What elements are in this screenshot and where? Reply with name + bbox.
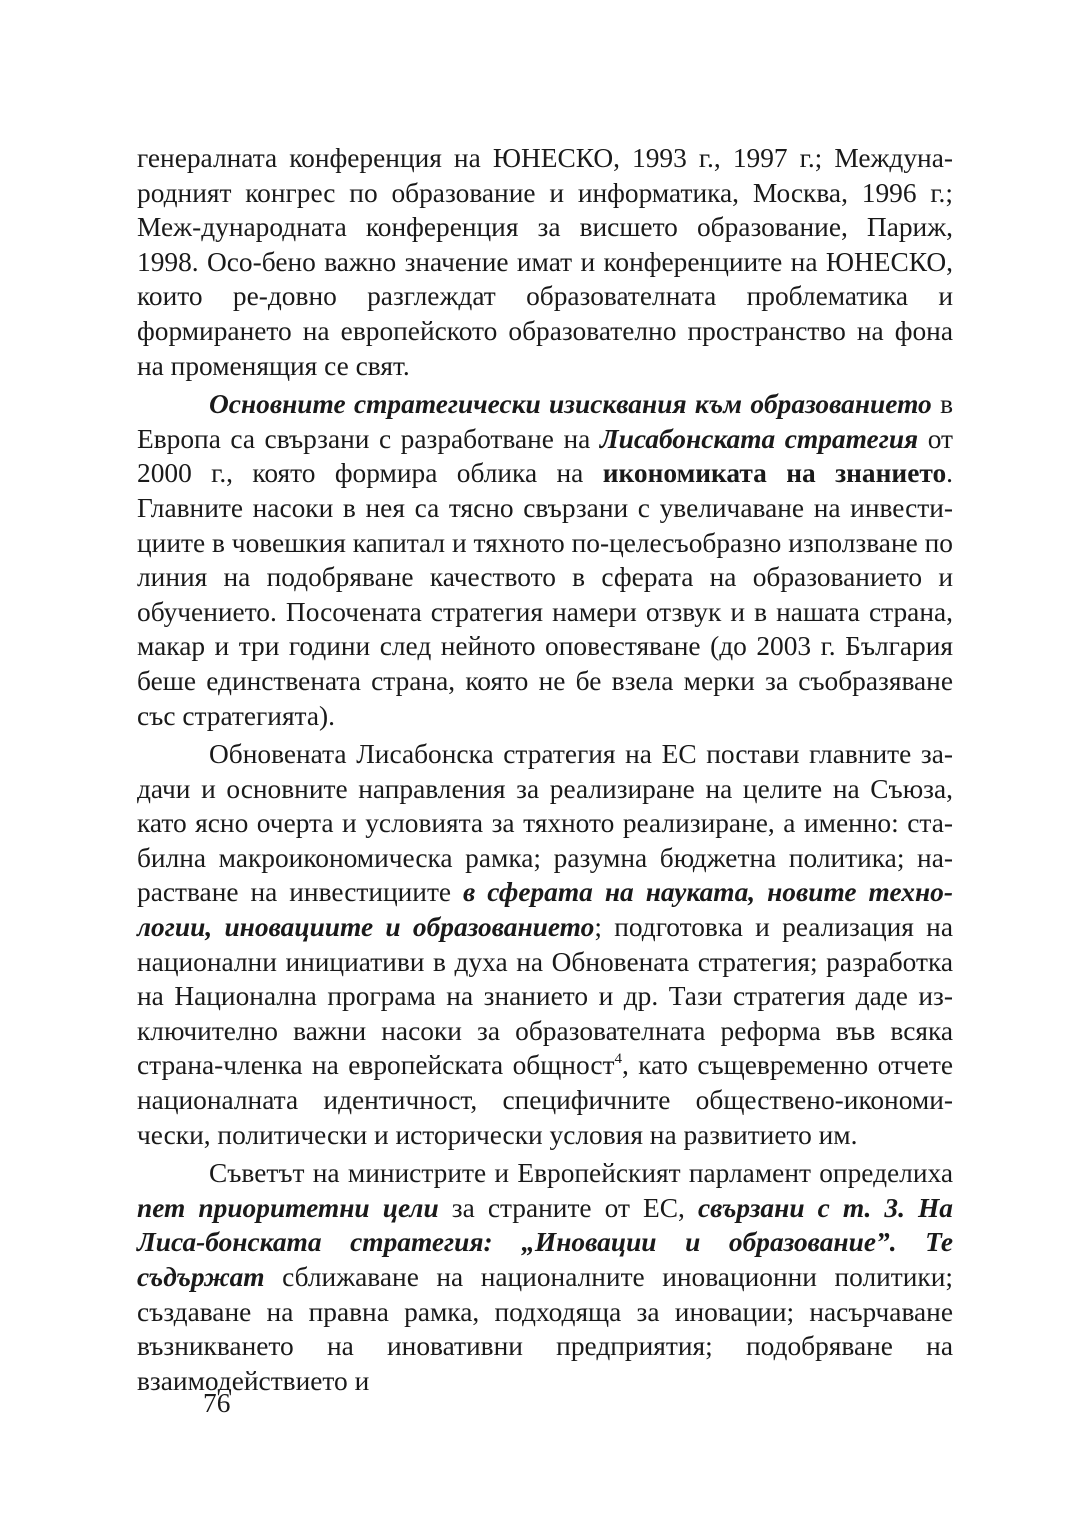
text-run: от 2000 г., която формира облика на	[137, 423, 953, 489]
emphasis-science-technology: в сферата на науката, новите техно-логии, иновациите и образованието	[137, 877, 953, 943]
emphasis-lisbon-strategy: Лисабонската стратегия	[599, 423, 919, 454]
text-run: Обновената Лисабонска стратегия на ЕС постави главните за-дачи и основните направления за реализиране на целите на Съюза, като ясно очерта и условията за тяхното реализиране, а именно: ста-билна макроикономическа рамка; разумна бюджетна политика; на-растване на инвестициите	[137, 739, 953, 908]
footnote-reference[interactable]: 4	[614, 1051, 622, 1068]
paragraph-2	[137, 387, 953, 733]
paragraph-3	[137, 737, 953, 1152]
paragraph-1	[137, 141, 953, 383]
text-run: генералната конференция на ЮНЕСКО, 1993 г., 1997 г.; Междуна-родният конгрес по образование и информатика, Москва, 1996 г.; Меж-дународната конференция за висшето образование, Париж, 1998. Осо-бено важно значение имат и конференциите на ЮНЕСКО, които ре-довно разглеждат образователната проблематика и формирането на европейското образователно пространство на фона на променящия се свят.	[137, 143, 953, 381]
page-number: 76	[203, 1388, 231, 1418]
text-run: . Главните насоки в нея са тясно свързани с увеличаване на инвести-циите в човешкия капитал и тяхното по-целесъобразно използване по линия на подобряване качеството в сферата на образованието и обучението. Посочената стратегия намери отзвук и в нашата страна, макар и три години след нейното оповестяване (до 2003 г. България беше единствената страна, която не бе взела мерки за съобразяване със стратегията).	[137, 458, 953, 731]
emphasis-five-priority-goals: пет приоритетни цели	[137, 1192, 439, 1223]
emphasis-knowledge-economy: икономиката на знанието	[602, 458, 947, 489]
emphasis-innovation-education: свързани с т. 3. На Лиса-бонската стратегия: „Иновации и образование”. Те съдържат	[137, 1192, 953, 1292]
text-run: ; подготовка и реализация на национални инициативи в духа на Обновената стратегия; разработка на Национална програма на знанието и др. Тази стратегия даде из-ключително важни насоки за образователната реформа във всяка страна-членка на европейската общност	[137, 912, 953, 1081]
text-run: за страните от ЕС,	[438, 1192, 698, 1223]
emphasis-strategic-requirements: Основните стратегически изисквания към образованието	[209, 389, 932, 420]
body-text	[137, 141, 953, 1402]
text-run: в Европа са свързани с разработване на	[137, 389, 953, 454]
paragraph-4	[137, 1156, 953, 1398]
text-run: сближаване на националните иновационни политики; създаване на правна рамка, подходяща за иновации; насърчаване възникването на иновативни предприятия; подобряване на взаимодействието и	[137, 1262, 953, 1396]
text-run: Съветът на министрите и Европейският парламент определиха	[209, 1158, 953, 1189]
text-run: , като същевременно отчете националната идентичност, специфичните обществено-икономи-чески, политически и исторически условия на развитието им.	[137, 1050, 953, 1150]
